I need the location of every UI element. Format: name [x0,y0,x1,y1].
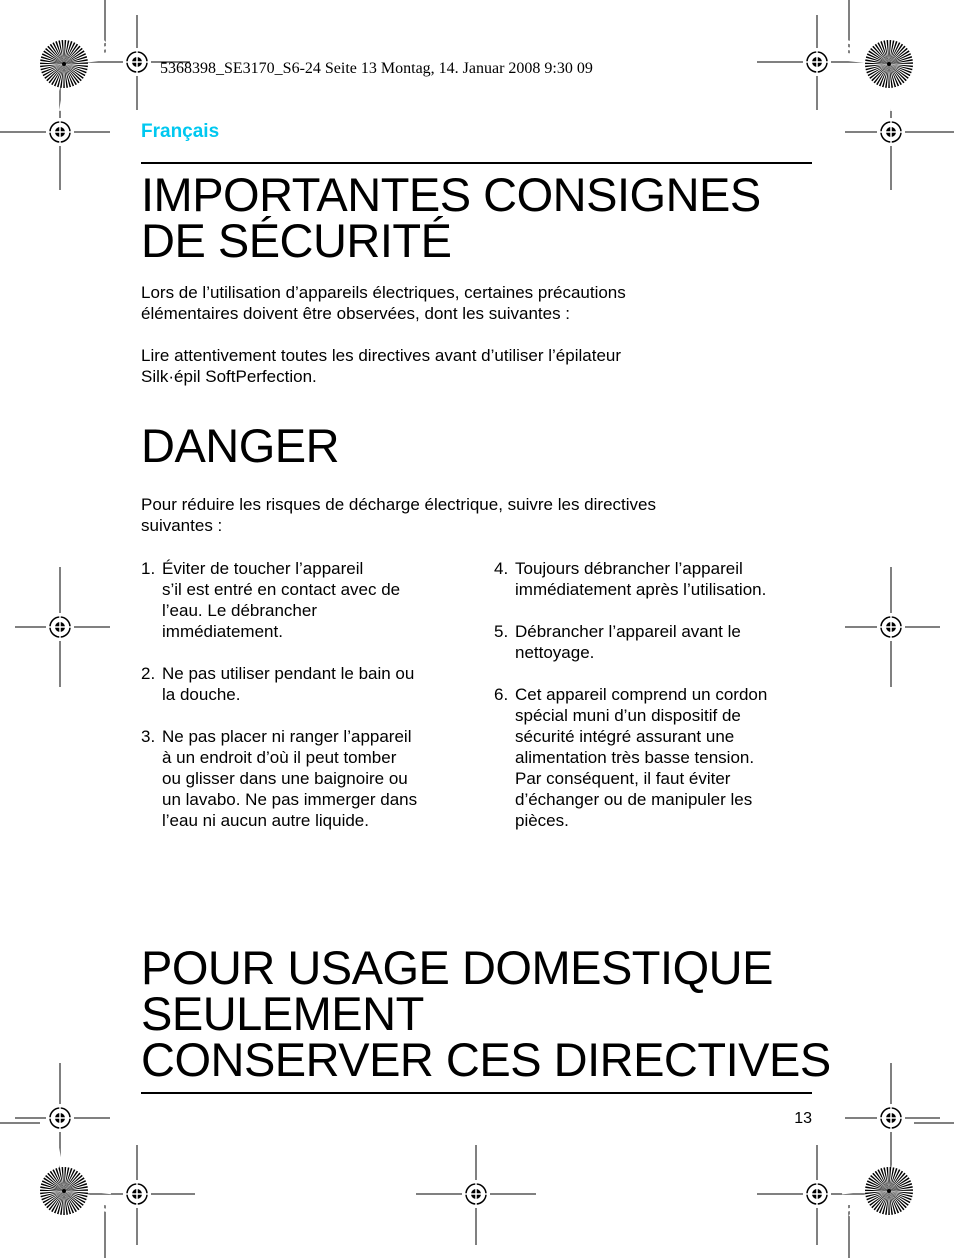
list-item: 3. Ne pas placer ni ranger l’appareil à un endroit d’où il peut tomber ou glisser dans une baignoire ou un lavabo. Ne pas immerger dans l’eau ni aucun autre liquide. [141,727,418,830]
heading-safety [141,168,761,267]
top-rule [141,162,812,164]
danger-intro: Pour réduire les risques de décharge électrique, suivre les directives suivantes : [141,495,656,535]
heading-footer: POUR USAGE DOMESTIQUE SEULEMENT CONSERVER CES DIRECTIVES [141,941,831,1086]
intro-paragraph: Lire attentivement toutes les directives avant d’utiliser l’épilateur Silk·épil SoftPerfection. [141,346,622,386]
list-item: 5. Débrancher l’appareil avant le nettoyage. [494,622,741,662]
list-item: 1. Éviter de toucher l’appareil s’il est entré en contact avec de l’eau. Le débrancher immédiatement. [141,559,401,641]
page-number: 13 [794,1110,812,1127]
intro-paragraph: Lors de l’utilisation d’appareils électriques, certaines précautions élémentaires doivent être observées, dont les suivantes : [141,283,626,323]
heading-safety-line: IMPORTANTES CONSIGNES [141,168,761,221]
list-left [141,558,461,852]
language-label: Français [141,121,220,142]
heading-danger: DANGER [141,419,340,472]
bottom-rule [141,1092,812,1094]
print-slug: 5368398_SE3170_S6-24 Seite 13 Montag, 14. Januar 2008 9:30 09 [160,60,593,77]
list-item: 2. Ne pas utiliser pendant le bain ou la douche. [141,664,415,704]
list-right [494,558,819,852]
list-item: 4. Toujours débrancher l’appareil immédiatement après l’utilisation. [494,559,767,599]
list-item: 6. Cet appareil comprend un cordon spécial muni d’un dispositif de sécurité intégré assurant une alimentation très basse tension. Par conséquent, il faut éviter d’échanger ou de manipuler les pièces. [494,685,768,830]
heading-safety-line: DE SÉCURITÉ [141,214,452,267]
